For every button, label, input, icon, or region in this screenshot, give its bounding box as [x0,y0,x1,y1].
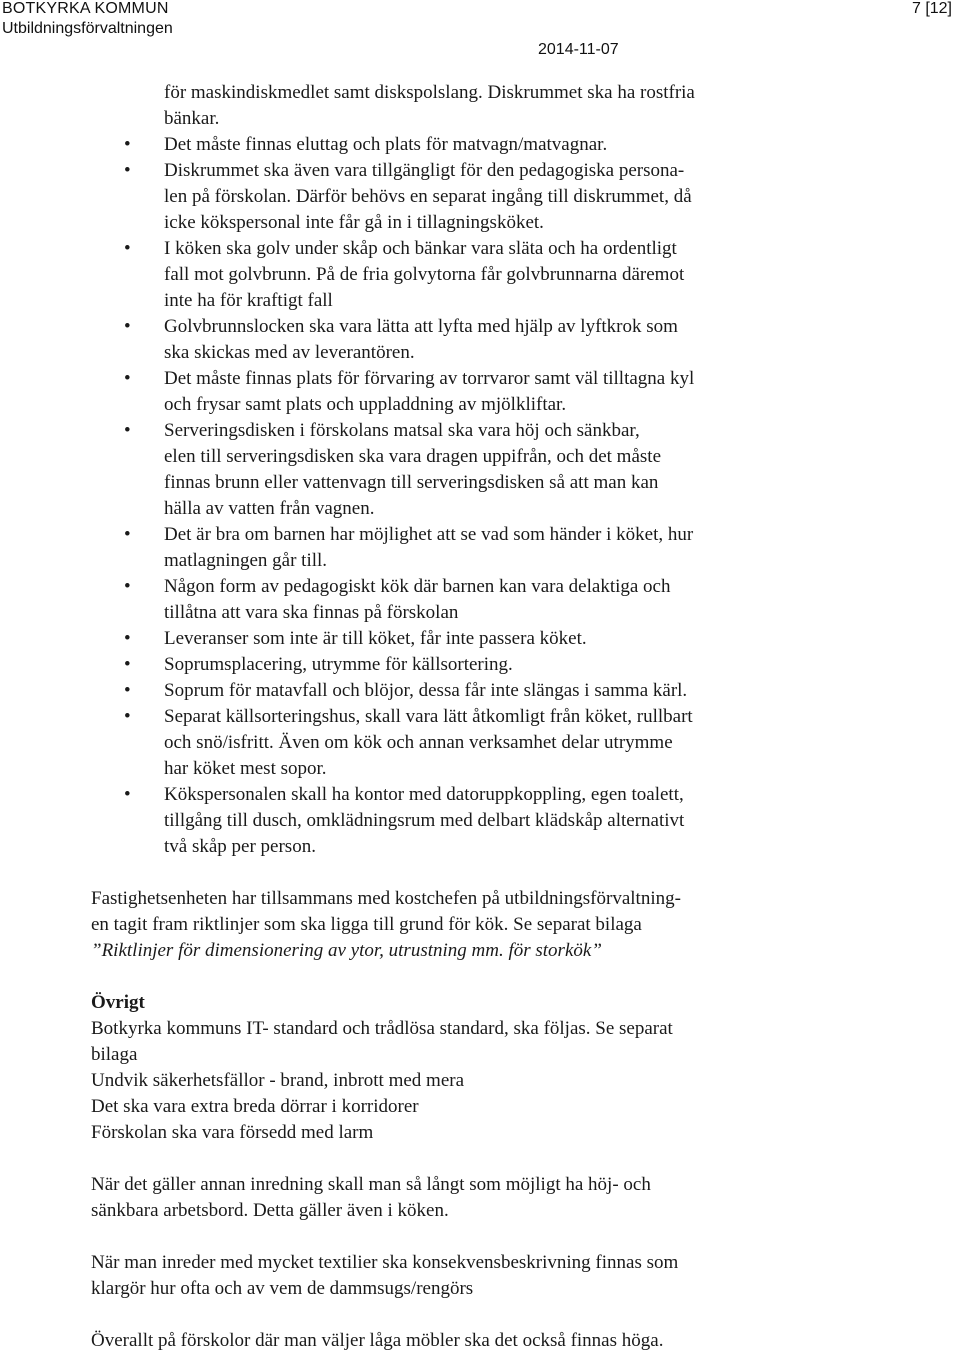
list-item-continuation: för maskindiskmedlet samt diskspolslang. Diskrummet ska ha rostfria bänkar. [164,82,695,129]
list-item: • Golvbrunnslocken ska vara lätta att lyfta med hjälp av lyftkrok som ska skickas med av leverantören. [91,314,851,366]
list-item: • I köken ska golv under skåp och bänkar vara släta och ha ordentligt fall mot golvbrunn. På de fria golvytorna får golvbrunnarna däremot inte ha för kraftigt fall [91,236,851,314]
list-item: • Soprum för matavfall och blöjor, dessa får inte slängas i samma kärl. [91,678,851,704]
ovrigt-section: Övrigt Botkyrka kommuns IT- standard och trådlösa standard, ska följas. Se separat bilaga Undvik säkerhetsfällor - brand, inbrott med mera Det ska vara extra breda dörrar i korridorer Förskolan ska vara försedd med larm [91,990,851,1146]
inredning-paragraph: När det gäller annan inredning skall man så långt som möjligt ha höj- och sänkbara arbetsbord. Detta gäller även i köken. [91,1174,651,1221]
mobler-paragraph: Överallt på förskolor där man väljer låga möbler ska det också finnas höga. [91,1330,664,1351]
guideline-reference: ”Riktlinjer för dimensionering av ytor, utrustning mm. för storkök” [91,940,602,961]
list-item: • Leveranser som inte är till köket, får inte passera köket. [91,626,851,652]
list-item: • Serveringsdisken i förskolans matsal ska vara höj och sänkbar, elen till serveringsdisken ska vara dragen uppifrån, och det måste finnas brunn eller vattenvagn till serveringsdisken så att man kan hälla av vatten från vagnen. [91,418,851,522]
document-body [91,80,851,1354]
list-item: • Det måste finnas plats för förvaring av torrvaror samt väl tilltagna kyl och frysar samt plats och uppladdning av mjölkliftar. [91,366,851,418]
department-name: Utbildningsförvaltningen [2,20,173,37]
fastighet-paragraph: Fastighetsenheten har tillsammans med kostchefen på utbildningsförvaltning- en tagit fram riktlinjer som ska ligga till grund för kök. Se separat bilaga ”Riktlinjer för dimensionering av ytor, utrustning mm. för storkök” [91,886,851,964]
organization-name: BOTKYRKA KOMMUN [2,0,169,17]
list-item: • Det måste finnas eluttag och plats för matvagn/matvagnar. [91,132,851,158]
page-number: 7 [12] [911,0,952,17]
list-item: • Någon form av pedagogiskt kök där barnen kan vara delaktiga och tillåtna att vara ska finnas på förskolan [91,574,851,626]
list-item: • Separat källsorteringshus, skall vara lätt åtkomligt från köket, rullbart och snö/isfritt. Även om kök och annan verksamhet delar utrymme har köket mest sopor. [91,704,851,782]
requirements-list [91,80,851,860]
section-heading: Övrigt [91,992,145,1013]
textilier-paragraph: När man inreder med mycket textilier ska konsekvensbeskrivning finnas som klargör hur ofta och av vem de dammsugs/rengörs [91,1252,679,1299]
list-item: • Kökspersonalen skall ha kontor med datoruppkoppling, egen toalett, tillgång till dusch, omklädningsrum med delbart klädskåp alternativt två skåp per person. [91,782,851,860]
document-date: 2014-11-07 [538,41,619,58]
list-item: • Soprumsplacering, utrymme för källsortering. [91,652,851,678]
list-item: • Diskrummet ska även vara tillgängligt för den pedagogiska persona- len på förskolan. Därför behövs en separat ingång till diskrummet, då icke kökspersonal inte får gå in i tillagningsköket. [91,158,851,236]
list-item: • Det är bra om barnen har möjlighet att se vad som händer i köket, hur matlagningen går till. [91,522,851,574]
